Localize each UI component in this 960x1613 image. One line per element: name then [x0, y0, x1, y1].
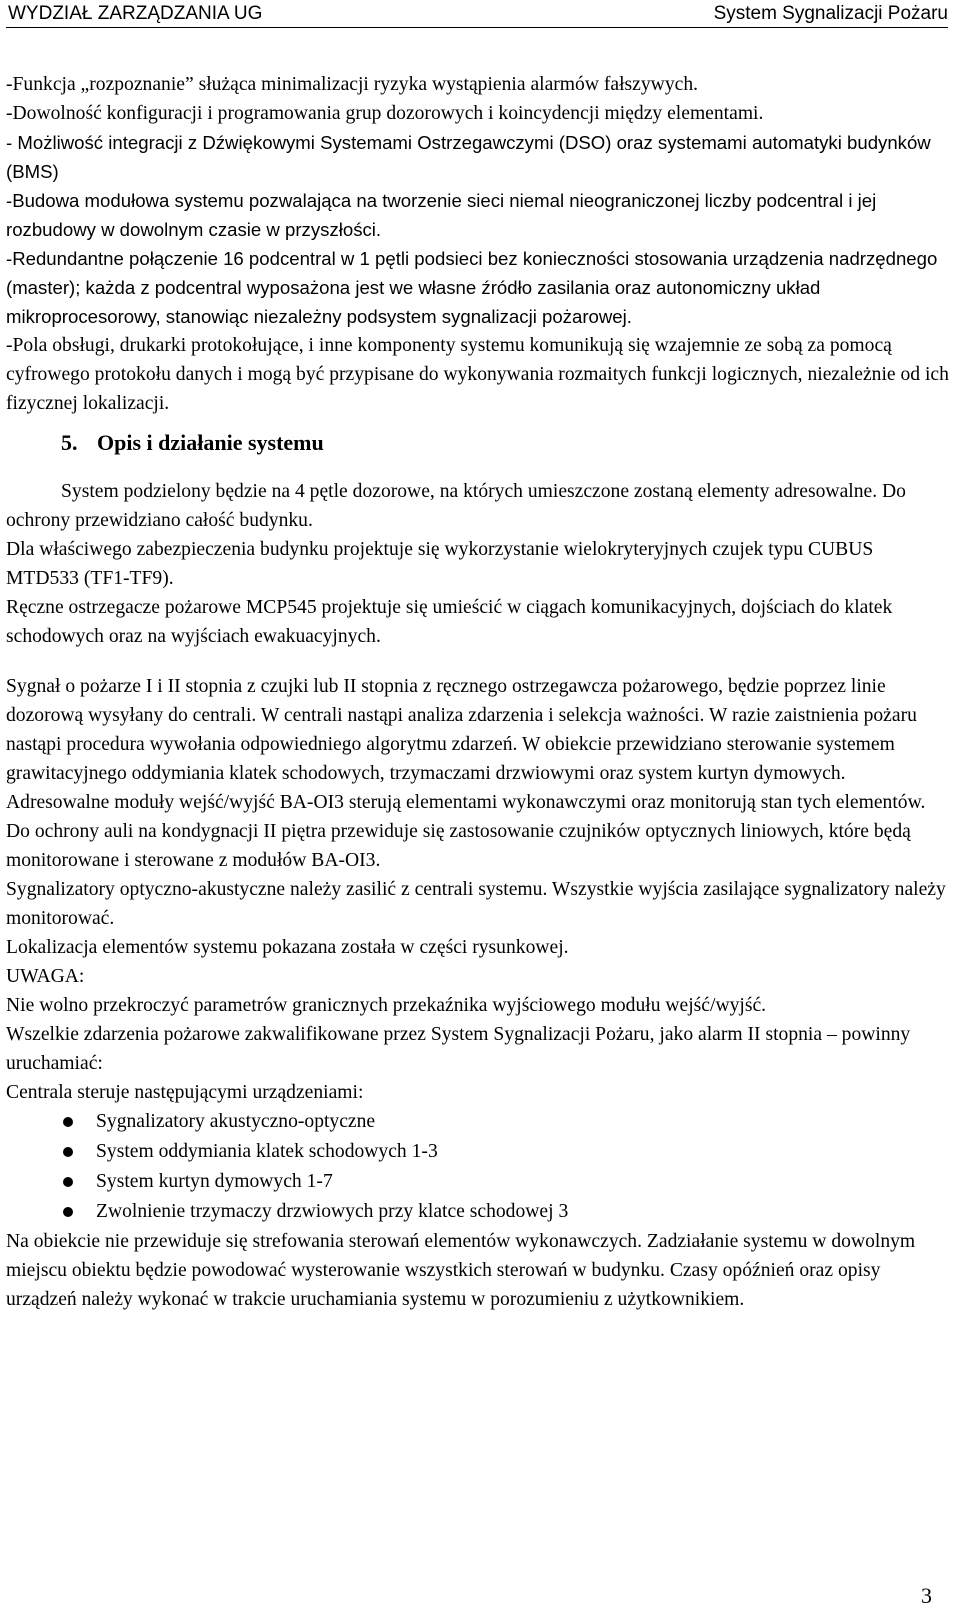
body-paragraph: Dla właściwego zabezpieczenia budynku projektuje się wykorzystanie wielokryteryjnych czujek typu CUBUS MTD533 (TF1-TF9).	[6, 539, 874, 589]
body-paragraph: Wszelkie zdarzenia pożarowe zakwalifikowane przez System Sygnalizacji Pożaru, jako alarm II stopnia – powinny uruchamiać:	[6, 1024, 911, 1074]
feature-paragraph: -Funkcja „rozpoznanie” służąca minimalizacji ryzyka wystąpienia alarmów fałszywych.	[6, 74, 699, 95]
feature-paragraph: -Pola obsługi, drukarki protokołujące, i inne komponenty systemu komunikują się wzajemnie ze sobą za pomocą cyfrowego protokołu danych i mogą być przypisane do wykonywania rozmaitych funkcji logicznych, niezależnie od ich fizycznej lokalizacji.	[6, 335, 949, 414]
device-list	[6, 1107, 950, 1227]
page-number: 3	[921, 1583, 932, 1608]
page-header	[8, 2, 948, 28]
body-paragraph: Lokalizacja elementów systemu pokazana została w części rysunkowej.	[6, 937, 569, 958]
feature-paragraph: -Redundantne połączenie 16 podcentral w 1 pętli podsieci bez konieczności stosowania urządzenia nadrzędnego (master); każda z podcentral wyposażona jest we własne źródło zasilania oraz autonomiczny układ mikroprocesorowy, stanowiąc niezależny podsystem sygnalizacji pożarowej.	[6, 248, 938, 327]
header-document-title: System Sygnalizacji Pożaru	[713, 3, 948, 24]
header-rule	[6, 27, 948, 28]
list-item: Zwolnienie trzymaczy drzwiowych przy klatce schodowej 3	[6, 1197, 950, 1227]
body-paragraph: Ręczne ostrzegacze pożarowe MCP545 projektuje się umieścić w ciągach komunikacyjnych, dojściach do klatek schodowych oraz na wyjściach ewakuacyjnych.	[6, 597, 893, 647]
paragraph-gap	[6, 651, 950, 672]
feature-paragraph: -Dowolność konfiguracji i programowania grup dozorowych i koincydencji między elementami.	[6, 103, 764, 124]
section-title: Opis i działanie systemu	[97, 430, 324, 455]
body-paragraph: Do ochrony auli na kondygnacji II piętra przewiduje się zastosowanie czujników optycznych liniowych, które będą monitorowane i sterowane z modułów BA-OI3.	[6, 821, 911, 871]
page-content	[6, 70, 950, 1314]
body-paragraph: Centrala steruje następującymi urządzeniami:	[6, 1082, 364, 1103]
body-paragraph: Nie wolno przekroczyć parametrów granicznych przekaźnika wyjściowego modułu wejść/wyjść.	[6, 995, 767, 1016]
list-item: System kurtyn dymowych 1-7	[6, 1167, 950, 1197]
list-item: System oddymiania klatek schodowych 1-3	[6, 1137, 950, 1167]
feature-paragraph: -Budowa modułowa systemu pozwalająca na tworzenie sieci niemal nieograniczonej liczby podcentral i jej rozbudowy w dowolnym czasie w przyszłości.	[6, 190, 877, 240]
feature-paragraph: - Możliwość integracji z Dźwiękowymi Systemami Ostrzegawczymi (DSO) oraz systemami automatyki budynków (BMS)	[6, 132, 931, 182]
section-number: 5.	[61, 430, 78, 455]
body-paragraph: Na obiekcie nie przewiduje się strefowania sterowań elementów wykonawczych. Zadziałanie systemu w dowolnym miejscu obiektu będzie powodować wysterowanie wszystkich sterowań w budynku. Czasy opóźnień oraz opisy urządzeń należy wykonać w trakcie uruchamiania systemu w porozumieniu z użytkownikiem.	[6, 1231, 916, 1310]
list-item: Sygnalizatory akustyczno-optyczne	[6, 1107, 950, 1137]
section-heading	[6, 428, 950, 457]
body-paragraph: System podzielony będzie na 4 pętle dozorowe, na których umieszczone zostaną elementy adresowalne. Do ochrony przewidziano całość budynku.	[6, 481, 906, 531]
body-paragraph: Sygnalizatory optyczno-akustyczne należy zasilić z centrali systemu. Wszystkie wyjścia zasilające sygnalizatory należy monitorować.	[6, 879, 946, 929]
header-faculty: WYDZIAŁ ZARZĄDZANIA UG	[8, 3, 263, 24]
warning-label: UWAGA:	[6, 966, 85, 987]
body-paragraph: Sygnał o pożarze I i II stopnia z czujki lub II stopnia z ręcznego ostrzegawcza pożarowego, będzie poprzez linie dozorową wysyłany do centrali. W centrali nastąpi analiza zdarzenia i selekcja ważności. W razie zaistnienia pożaru nastąpi procedura wywołania odpowiedniego algorytmu zdarzeń. W obiekcie przewidziano sterowanie systemem grawitacyjnego oddymiania klatek schodowych, trzymaczami drzwiowymi oraz system kurtyn dymowych. Adresowalne moduły wejść/wyjść BA-OI3 sterują elementami wykonawczymi oraz monitorują stan tych elementów.	[6, 676, 926, 813]
